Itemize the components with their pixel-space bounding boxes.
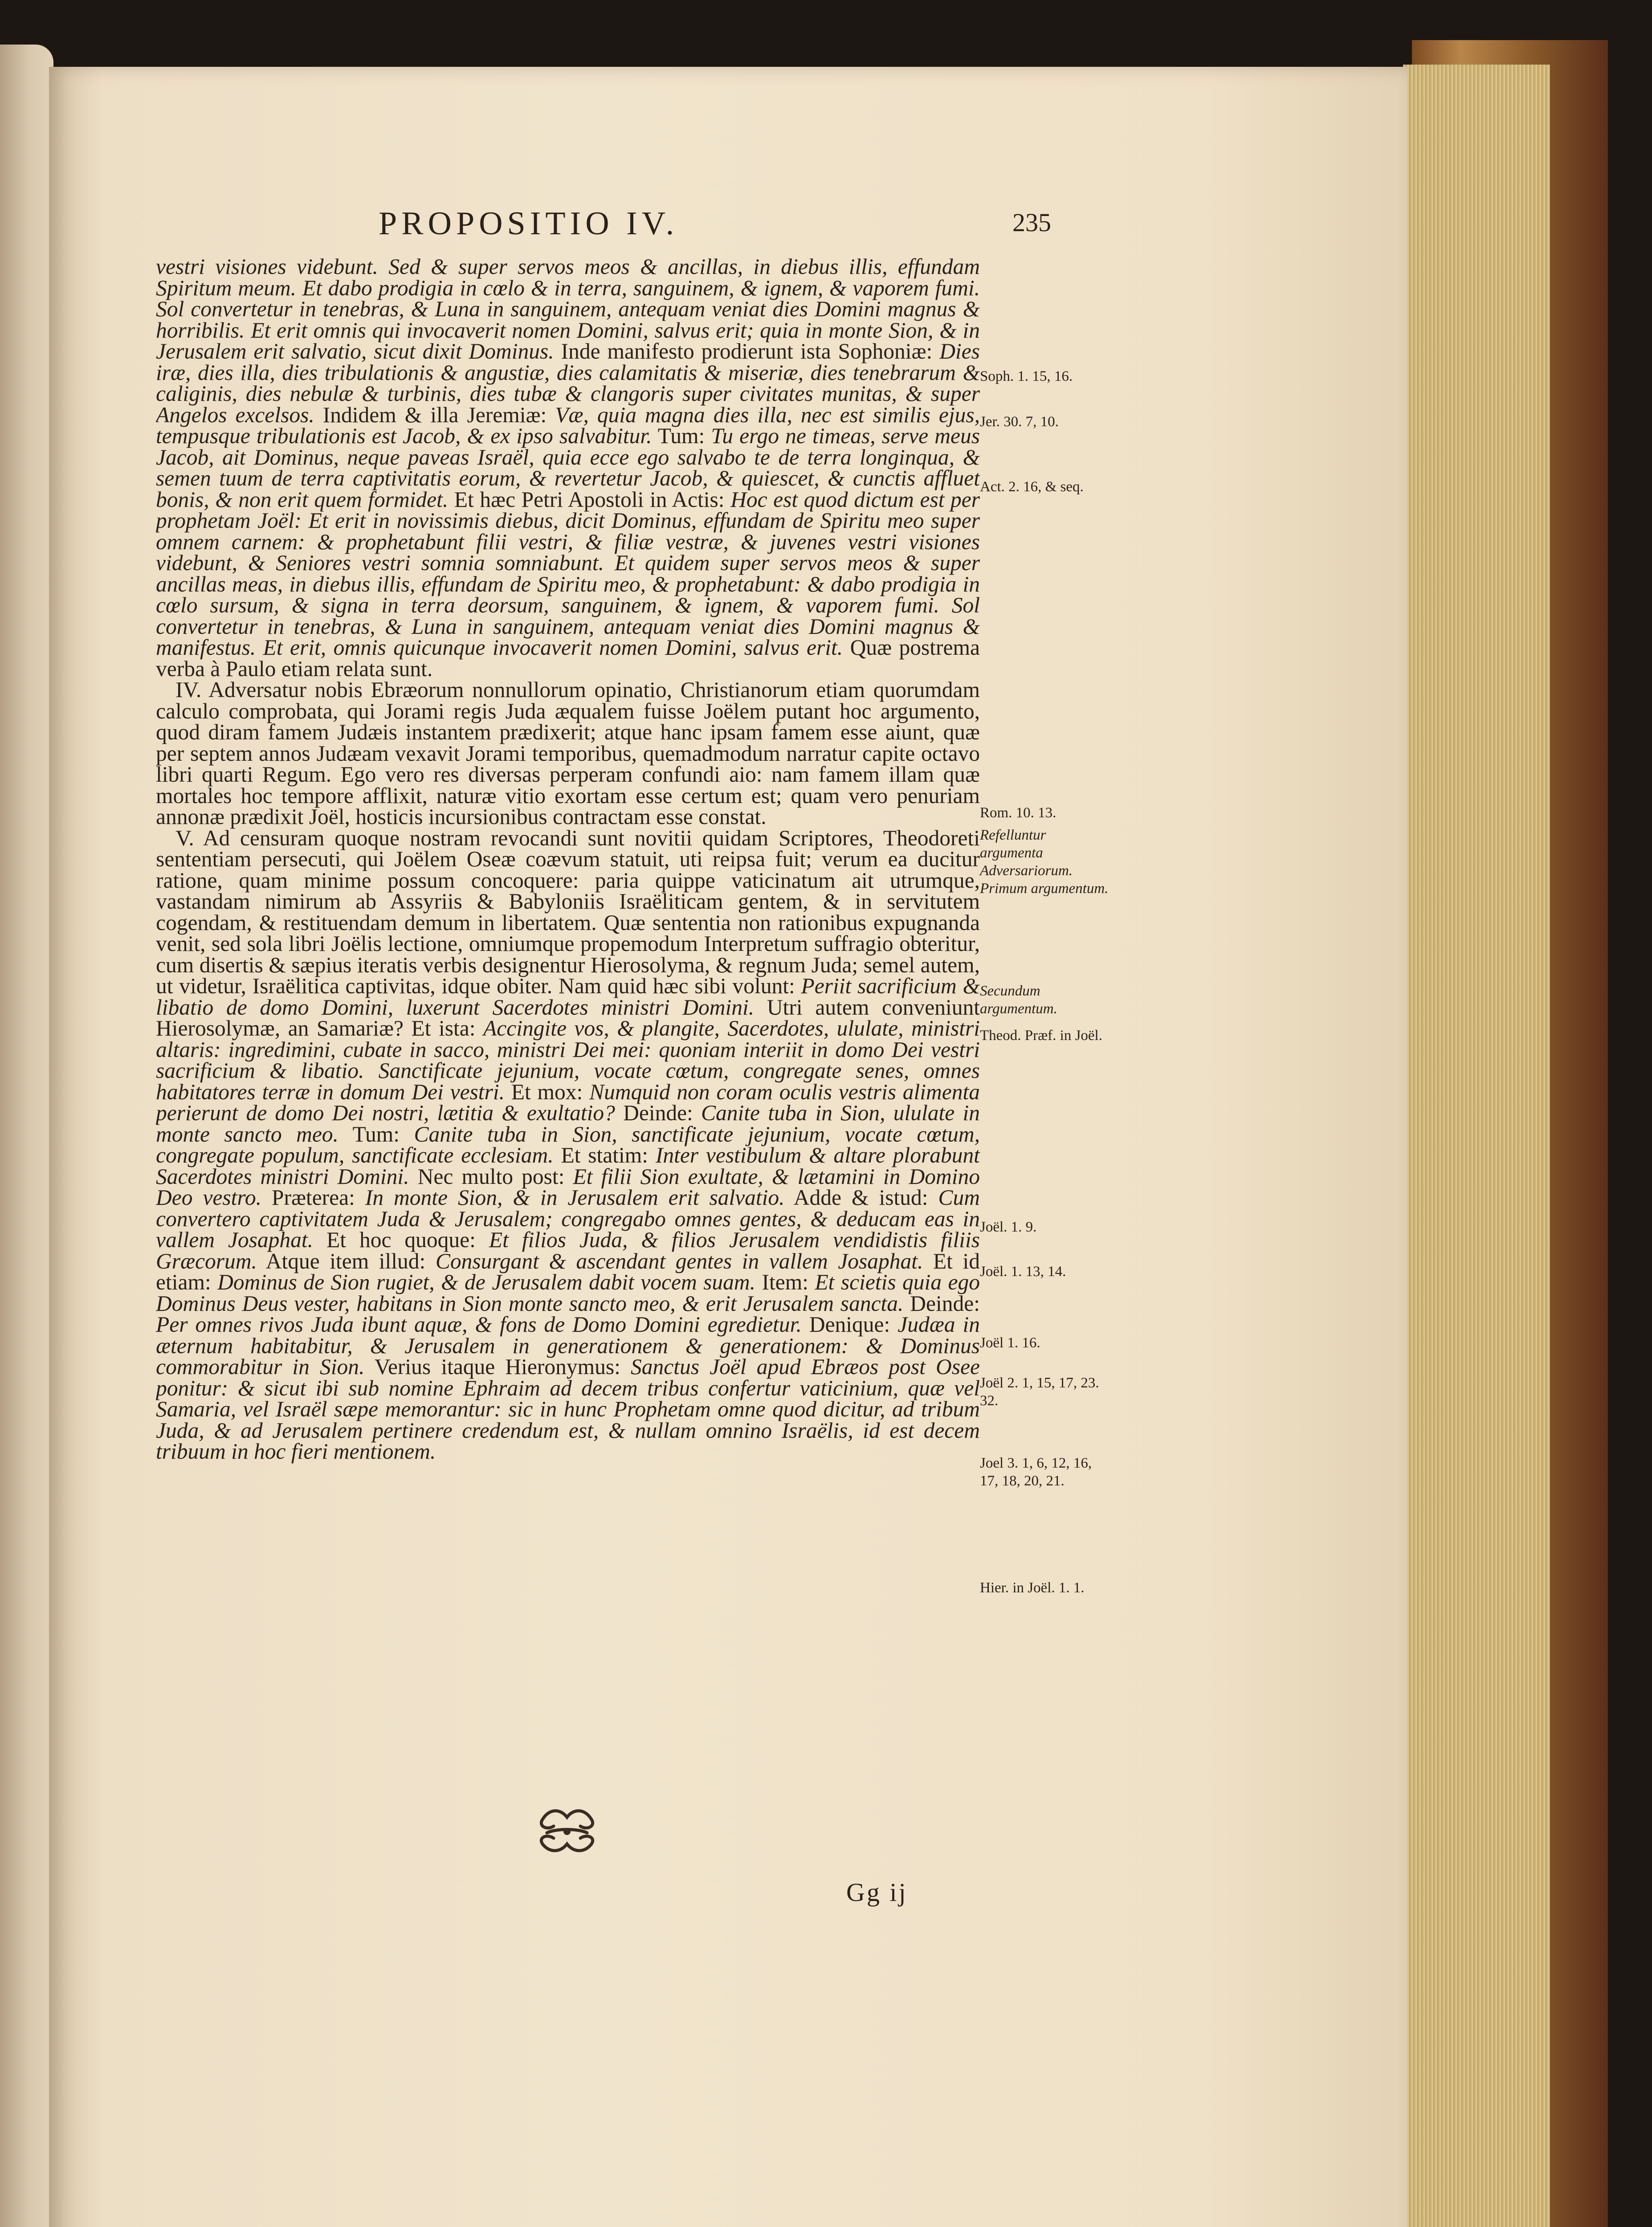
margin-note: Jer. 30. 7, 10. <box>980 414 1059 430</box>
page-header <box>321 205 1051 258</box>
paragraph <box>156 679 980 828</box>
margin-note: Joël 1. 16. <box>980 1335 1040 1351</box>
roman-text: Et id etiam: <box>156 1248 980 1294</box>
signature-mark: Gg ij <box>846 1878 908 1907</box>
roman-text: Verius itaque Hieronymus: <box>364 1354 631 1379</box>
roman-text: Et hæc Petri Apostoli in Actis: <box>448 487 731 512</box>
italic-quotation: Canite tuba in Sion, ululate in monte sancto meo. <box>156 1101 980 1146</box>
roman-text: Deinde: <box>615 1101 702 1125</box>
margin-note: Rom. 10. 13. <box>980 805 1056 821</box>
italic-quotation: Inter vestibulum & altare plorabunt Sacerdotes ministri Domini. <box>156 1143 980 1189</box>
margin-note: Act. 2. 16, & seq. <box>980 479 1084 495</box>
italic-quotation: Hoc est quod dictum est per prophetam Joël: Et erit in novissimis diebus, dicit Dominus, effundam de Spiritu meo super omnem carnem: & prophetabunt filii vestri, & filiæ vestræ, & juvenes vestri visiones videbunt, & Seniores vestri somnia somniabunt. Et quidem super servos meos & super ancillas meas, in diebus illis, effundam de Spiritu meo, & prophetabunt: & dabo prodigia in cœlo sursum, & signa in terra deorsum, sanguinem, & ignem, & vaporem fumi. Sol convertetur in tenebras, & Luna in sanguinem, antequam veniat dies Domini magnus & manifestus. Et erit, omnis quicunque invocaverit nomen Domini, salvus erit. <box>156 487 980 660</box>
roman-text: Et hoc quoque: <box>313 1228 489 1252</box>
roman-text: Item: <box>755 1270 815 1294</box>
roman-text: Tum: <box>652 424 711 448</box>
italic-quotation: Judæa in æternum habitabitur, & Jerusalem in generationem & generationem: & Dominus commorabitur in Sion. <box>156 1312 980 1379</box>
roman-text: Deinde: <box>903 1291 980 1316</box>
margin-notes <box>980 256 1109 1770</box>
roman-text: Denique: <box>801 1312 898 1337</box>
italic-quotation: Tu ergo ne timeas, serve meus Jacob, ait Dominus, neque paveas Israël, quia ecce ego salvabo te de terra longinqua, & semen tuum de terra captivitatis eorum, & revertetur Jacob, & quiescet, & cunctis affluet bonis, & non erit quem formidet. <box>156 424 980 512</box>
margin-note: Joël. 1. 13, 14. <box>980 1264 1066 1280</box>
roman-text: Inde manifesto prodierunt ista Sophoniæ: <box>554 339 940 363</box>
left-facing-page <box>0 45 53 2227</box>
italic-quotation: Accingite vos, & plangite, Sacerdotes, ululate, ministri altaris: ingredimini, cubate in sacco, ministri Dei mei: quoniam interiit in domo Dei vestri sacrificium & libatio. Sanctificate jejunium, vocate cœtum, congregate senes, omnes habitatores terræ in domum Dei vestri. <box>156 1016 980 1104</box>
page-fore-edge <box>1403 65 1550 2227</box>
margin-note: Joel 3. 1, 6, 12, 16, 17, 18, 20, 21. <box>980 1455 1092 1489</box>
paragraph <box>156 825 980 1464</box>
italic-quotation: Dominus de Sion rugiet, & de Jerusalem dabit vocem suam. <box>217 1270 756 1294</box>
roman-text: Utri autem conveniunt Hierosolymæ, an Samariæ? Et ista: <box>156 995 980 1040</box>
italic-quotation: Per omnes rivos Juda ibunt aquæ, & fons de Domo Domini egredietur. <box>156 1312 802 1337</box>
roman-text: Nec multo post: <box>409 1164 573 1189</box>
margin-note: Hier. in Joël. 1. 1. <box>980 1580 1085 1596</box>
paragraph <box>156 256 980 679</box>
margin-note: Joël 2. 1, 15, 17, 23. 32. <box>980 1375 1099 1409</box>
roman-text: Atque item illud: <box>257 1248 436 1273</box>
italic-quotation: Et filii Sion exultate, & lætamini in Domino Deo vestro. <box>156 1164 980 1210</box>
margin-note: Refelluntur argumenta Adversariorum. Primum argumentum. <box>980 827 1109 897</box>
italic-quotation: Numquid non coram oculis vestris alimenta perierunt de domo Dei nostri, lætitia & exultatio? <box>156 1079 980 1125</box>
roman-text: IV. Adversatur nobis Ebræorum nonnullorum opinatio, Christianorum etiam quorumdam calculo comprobata, qui Jorami regis Juda æqualem fuisse Joëlem putant hoc argumento, quod diram famem Judæis instantem prædixerit; atque hanc ipsam famem esse aiunt, quæ per septem annos Judæam vexavit Jorami temporibus, quemadmodum narratur capite octavo libri quarti Regum. Ego vero res diversas perperam confundi aio: nam famem illam quæ mortales hoc tempore afflixit, naturæ vitio exortam esse certum est; quam vero penuriam annonæ prædixit Joël, hosticis incursionibus contractam esse constat. <box>156 677 980 829</box>
italic-quotation: Et scietis quia ego Dominus Deus vester, habitans in Sion monte sancto meo, & erit Jerusalem sancta. <box>156 1270 980 1316</box>
margin-note: Theod. Præf. in Joël. <box>980 1028 1102 1044</box>
page-number: 235 <box>1012 208 1051 237</box>
italic-quotation: In monte Sion, & in Jerusalem erit salvatio. <box>365 1185 785 1210</box>
italic-quotation: Periit sacrificium & libatio de domo Domini, luxerunt Sacerdotes ministri Domini. <box>156 974 980 1020</box>
italic-quotation: Et filios Juda, & filios Jerusalem vendidistis filiis Græcorum. <box>156 1228 980 1273</box>
running-head: PROPOSITIO IV. <box>379 205 679 242</box>
italic-quotation: Væ, quia magna dies illa, nec est similis ejus, tempusque tribulationis est Jacob, & ex ipso salvabitur. <box>156 402 980 448</box>
italic-quotation: Consurgant & ascendant gentes in vallem Josaphat. <box>435 1248 923 1273</box>
italic-quotation: Dies iræ, dies illa, dies tribulationis & angustiæ, dies calamitatis & miseriæ, dies tenebrarum & caliginis, dies nebulæ & turbinis, dies tubæ & clangoris super civitates munitas, & super Angelos excelsos. <box>156 339 980 427</box>
italic-quotation: Sanctus Joël apud Ebræos post Osee ponitur: & sicut ibi sub nomine Ephraim ad decem tribus confertur vaticinium, quæ vel Samaria, vel Israël sæpe memorantur: sic in hunc Prophetam omne quod dicitur, ad tribum Juda, & ad Jerusalem pertinere credendum est, & nullam omnino Israëlis, id est decem tribuum in hoc fieri mentionem. <box>156 1354 980 1464</box>
roman-text: Præterea: <box>261 1185 365 1210</box>
italic-quotation: Canite tuba in Sion, sanctificate jejunium, vocate cœtum, congregate populum, sanctificate ecclesiam. <box>156 1122 980 1167</box>
roman-text: Et statim: <box>553 1143 656 1167</box>
roman-text: Et mox: <box>504 1079 590 1104</box>
body-text <box>156 256 980 1779</box>
roman-text: Tum: <box>338 1122 414 1146</box>
italic-quotation: vestri visiones videbunt. Sed & super servos meos & ancillas, in diebus illis, effundam Spiritum meum. Et dabo prodigia in cœlo & in terra, sanguinem, & ignem, & vaporem fumi. Sol convertetur in tenebras, & Luna in sanguinem, antequam veniat dies Domini magnus & horribilis. Et erit omnis qui invocaverit nomen Domini, salvus erit; quia in monte Sion, & in Jerusalem erit salvatio, sicut dixit Dominus. <box>156 256 980 363</box>
italic-quotation: Cum convertero captivitatem Juda & Jerusalem; congregabo omnes gentes, & deducam eas in vallem Josaphat. <box>156 1185 980 1252</box>
margin-note: Secundum argumentum. <box>980 983 1057 1017</box>
roman-text: Indidem & illa Jeremiæ: <box>314 402 555 427</box>
margin-note: Joël. 1. 9. <box>980 1219 1037 1235</box>
printers-fleuron-icon <box>534 1806 600 1855</box>
roman-text: Quæ postrema verba à Paulo etiam relata sunt. <box>156 635 980 681</box>
roman-text: V. Ad censuram quoque nostram revocandi sunt novitii quidam Scriptores, Theodoreti sententiam persecuti, qui Joëlem Oseæ coævum statuit, uti reipsa fuit; verum ea ducitur ratione, quam minime possum concoquere: paria quippe vaticinatum ait utrumque, vastandam nimirum ab Assyriis & Babyloniis Israëliticam gentem, & in servitutem cogendam, & restituendam demum in libertatem. Quæ sententia non rationibus expugnanda venit, sed sola libri Joëlis lectione, omniumque propemodum Interpretum suffragio obteritur, cum disertis & sæpius iteratis verbis designentur Hierosolyma, & regnum Juda; semel autem, ut videtur, Israëlitica captivitas, idque obiter. Nam quid hæc sibi volunt: <box>156 825 980 998</box>
margin-note: Soph. 1. 15, 16. <box>980 368 1073 384</box>
roman-text: Adde & istud: <box>784 1185 938 1210</box>
